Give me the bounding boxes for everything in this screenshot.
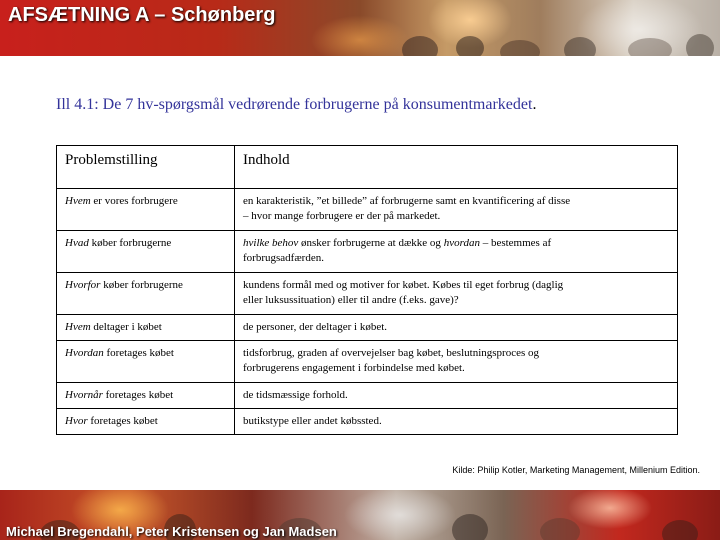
question-word: Hvem bbox=[65, 195, 91, 207]
question-cell bbox=[57, 189, 235, 231]
caption-text: Ill 4.1: De 7 hv-spørgsmål vedrørende forbrugerne på konsumentmarkedet bbox=[56, 96, 533, 113]
question-rest: køber forbrugerne bbox=[88, 237, 172, 249]
answer-line: forbrugerens engagement i forbindelse med købet. bbox=[243, 362, 465, 374]
question-cell bbox=[57, 273, 235, 315]
answer-line: kundens formål med og motiver for købet. Købes til eget forbrug (daglig bbox=[243, 279, 564, 291]
consumer-questions-table bbox=[56, 145, 678, 435]
answer-line: en karakteristik, ”et billede” af forbrugerne samt en kvantificering af disse bbox=[243, 195, 571, 207]
question-word: Hvornår bbox=[65, 389, 103, 401]
answer-cell bbox=[235, 231, 678, 273]
footer-banner bbox=[0, 490, 720, 540]
table-row bbox=[57, 273, 678, 315]
question-cell bbox=[57, 315, 235, 341]
answer-text: – bestemmes af bbox=[479, 237, 552, 249]
caption-period: . bbox=[532, 96, 537, 113]
question-rest: deltager i købet bbox=[90, 321, 162, 333]
answer-emphasis: hvordan bbox=[443, 237, 480, 249]
table-row bbox=[57, 409, 678, 435]
question-word: Hvorfor bbox=[65, 279, 101, 291]
question-word: Hvem bbox=[65, 321, 91, 333]
question-word: Hvor bbox=[65, 415, 88, 427]
page-title: AFSÆTNING A – Schønberg bbox=[8, 4, 276, 26]
table-row bbox=[57, 383, 678, 409]
question-word: Hvad bbox=[65, 237, 89, 249]
answer-cell bbox=[235, 341, 678, 383]
answer-line bbox=[243, 236, 669, 251]
answer-cell bbox=[235, 383, 678, 409]
answer-emphasis: hvilke behov bbox=[243, 237, 299, 249]
answer-cell bbox=[235, 189, 678, 231]
header-banner bbox=[0, 0, 720, 56]
answer-line: de tidsmæssige forhold. bbox=[243, 389, 348, 401]
header-indhold: Indhold bbox=[235, 146, 678, 189]
table-row bbox=[57, 315, 678, 341]
question-cell bbox=[57, 341, 235, 383]
question-rest: foretages købet bbox=[87, 415, 158, 427]
table-row bbox=[57, 231, 678, 273]
question-rest: køber forbrugerne bbox=[100, 279, 183, 291]
answer-cell bbox=[235, 273, 678, 315]
authors-footer: Michael Bregendahl, Peter Kristensen og Jan Madsen bbox=[6, 524, 337, 539]
illustration-caption bbox=[56, 96, 536, 114]
answer-line: de personer, der deltager i købet. bbox=[243, 321, 388, 333]
answer-line: – hvor mange forbrugere er der på markedet. bbox=[243, 210, 441, 222]
answer-line: forbrugsadfærden. bbox=[243, 252, 324, 264]
answer-cell bbox=[235, 315, 678, 341]
question-rest: er vores forbrugere bbox=[90, 195, 178, 207]
question-cell bbox=[57, 383, 235, 409]
question-cell bbox=[57, 409, 235, 435]
answer-line: tidsforbrug, graden af overvejelser bag købet, beslutningsproces og bbox=[243, 347, 539, 359]
answer-text: ønsker forbrugerne at dække og bbox=[298, 237, 444, 249]
question-rest: foretages købet bbox=[102, 389, 174, 401]
header-problemstilling: Problemstilling bbox=[57, 146, 235, 189]
source-citation: Kilde: Philip Kotler, Marketing Management, Millenium Edition. bbox=[452, 465, 700, 475]
answer-line: eller luksussituation) eller til andre (f.eks. gave)? bbox=[243, 294, 459, 306]
answer-line: butikstype eller andet købssted. bbox=[243, 415, 382, 427]
table-row bbox=[57, 341, 678, 383]
question-rest: foretages købet bbox=[103, 347, 174, 359]
table-header-row bbox=[57, 146, 678, 189]
question-word: Hvordan bbox=[65, 347, 104, 359]
answer-cell bbox=[235, 409, 678, 435]
question-cell bbox=[57, 231, 235, 273]
table-row bbox=[57, 189, 678, 231]
